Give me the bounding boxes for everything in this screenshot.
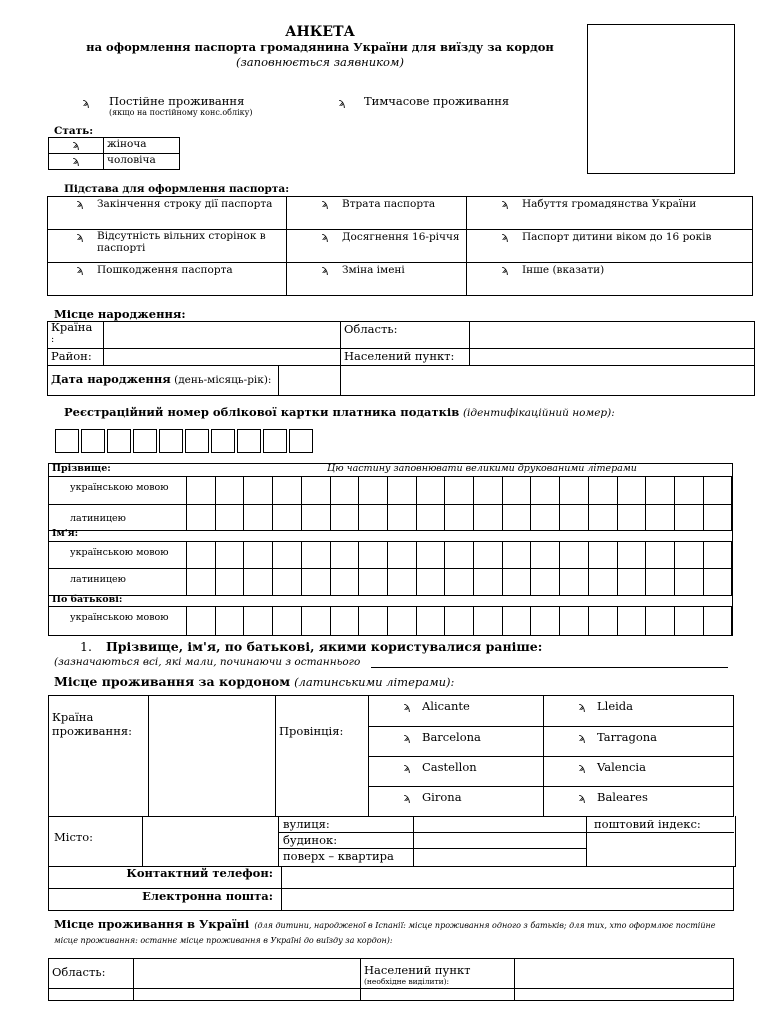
contact-table xyxy=(48,866,734,911)
basis-checkbox[interactable]: ϡ xyxy=(76,230,84,243)
letter-cell[interactable] xyxy=(618,607,646,635)
letter-cell[interactable] xyxy=(388,505,416,530)
letter-cell[interactable] xyxy=(331,542,359,569)
province-option[interactable]: ϡ Baleares xyxy=(544,786,734,816)
letter-cell[interactable] xyxy=(216,570,244,595)
province-option[interactable]: ϡ Lleida xyxy=(544,696,734,726)
letter-cell[interactable] xyxy=(646,505,674,530)
letter-cell[interactable] xyxy=(704,607,732,635)
photo-box xyxy=(587,24,735,174)
form-subtitle: на оформлення паспорта громадянина України для виїзду за кордон xyxy=(86,40,554,54)
province-cell xyxy=(369,696,734,817)
previous-names-note: (зазначаються всі, які мали, починаючи з останнього xyxy=(54,656,361,668)
letter-cell[interactable] xyxy=(474,542,502,569)
letter-cell[interactable] xyxy=(560,570,588,595)
letter-cell[interactable] xyxy=(445,570,473,595)
basis-checkbox[interactable]: ϡ xyxy=(321,230,329,243)
basis-option[interactable]: ϡ Втрата паспорта xyxy=(287,197,467,230)
tax-id-label: Реєстраційний номер облікової картки платника податків (ідентифікаційний номер): xyxy=(64,405,615,419)
previous-names-number: 1. xyxy=(80,639,92,654)
letter-cell[interactable] xyxy=(531,570,559,595)
letter-cell[interactable] xyxy=(187,607,215,635)
letter-cell[interactable] xyxy=(302,477,330,504)
letter-cell[interactable] xyxy=(417,477,445,504)
letter-cell[interactable] xyxy=(331,505,359,530)
birth-country-label: Країна : xyxy=(48,322,104,349)
province-checkbox[interactable]: ϡ xyxy=(578,760,586,774)
letter-cell[interactable] xyxy=(273,570,301,595)
sex-male-checkbox[interactable]: ϡ xyxy=(72,154,80,167)
province-option[interactable]: ϡ Barcelona xyxy=(369,726,544,756)
basis-checkbox[interactable]: ϡ xyxy=(321,197,329,210)
basis-checkbox[interactable]: ϡ xyxy=(501,230,509,243)
province-option[interactable]: ϡ Castellon xyxy=(369,756,544,786)
form-note: (заповнюється заявником) xyxy=(236,55,404,69)
letter-cell[interactable] xyxy=(560,607,588,635)
letter-cell[interactable] xyxy=(187,505,215,530)
tax-id-cell[interactable] xyxy=(263,429,287,453)
letter-cell[interactable] xyxy=(216,542,244,569)
abroad-province-label: Провінція: xyxy=(276,696,369,817)
letter-cell[interactable] xyxy=(359,542,387,569)
letter-cell[interactable] xyxy=(216,607,244,635)
letter-cell[interactable] xyxy=(704,477,732,504)
surname-lat-label: латиницею xyxy=(70,513,126,524)
temporary-residence-checkbox[interactable]: ϡ xyxy=(338,96,346,109)
floor-label: поверх – квартира xyxy=(283,849,394,863)
province-option[interactable]: ϡ Alicante xyxy=(369,696,544,726)
basis-label: Підстава для оформлення паспорта: xyxy=(64,183,290,195)
birth-place-label: Місце народження: xyxy=(54,307,186,321)
letter-cell[interactable] xyxy=(646,477,674,504)
city-input[interactable] xyxy=(142,818,276,864)
tax-id-cell[interactable] xyxy=(289,429,313,453)
letter-cell[interactable] xyxy=(244,505,272,530)
ukraine-region-input[interactable] xyxy=(134,959,361,989)
letter-cell[interactable] xyxy=(503,505,531,530)
ukraine-table xyxy=(48,958,734,1001)
birth-settlement-input[interactable] xyxy=(470,349,755,366)
letter-cell[interactable] xyxy=(187,477,215,504)
tax-id-cell[interactable] xyxy=(185,429,209,453)
first-name-ukr-label: українською мовою xyxy=(70,547,169,558)
letter-cell[interactable] xyxy=(359,477,387,504)
province-checkbox[interactable]: ϡ xyxy=(403,760,411,774)
tax-id-cell[interactable] xyxy=(133,429,157,453)
letter-cell[interactable] xyxy=(273,607,301,635)
letter-cell[interactable] xyxy=(618,570,646,595)
basis-checkbox[interactable]: ϡ xyxy=(76,197,84,210)
birth-settlement-label: Населений пункт: xyxy=(341,349,470,366)
letter-cell[interactable] xyxy=(589,477,617,504)
letter-cell[interactable] xyxy=(417,505,445,530)
letter-cell[interactable] xyxy=(331,607,359,635)
letter-cell[interactable] xyxy=(560,477,588,504)
basis-checkbox[interactable]: ϡ xyxy=(501,197,509,210)
basis-option[interactable]: ϡ Відсутність вільних сторінок в паспорті xyxy=(48,230,287,263)
abroad-country-label: Країна проживання: xyxy=(49,696,149,817)
email-input[interactable] xyxy=(282,888,734,910)
province-checkbox[interactable]: ϡ xyxy=(578,790,586,804)
letter-cell[interactable] xyxy=(675,570,703,595)
letter-cell[interactable] xyxy=(417,570,445,595)
letter-cell[interactable] xyxy=(445,477,473,504)
previous-names-input[interactable] xyxy=(371,667,728,668)
province-checkbox[interactable]: ϡ xyxy=(403,700,411,713)
previous-names-label: Прізвище, ім'я, по батькові, якими користувалися раніше: xyxy=(106,639,543,654)
letter-cell[interactable] xyxy=(359,505,387,530)
letter-cell[interactable] xyxy=(704,542,732,569)
letter-cell[interactable] xyxy=(244,477,272,504)
abroad-city-label: Місто: xyxy=(54,830,94,844)
letter-cell[interactable] xyxy=(388,607,416,635)
province-checkbox[interactable]: ϡ xyxy=(403,790,411,804)
sex-table xyxy=(48,137,180,170)
letter-cell[interactable] xyxy=(417,542,445,569)
letter-cell[interactable] xyxy=(273,505,301,530)
province-checkbox[interactable]: ϡ xyxy=(578,730,586,744)
province-option[interactable]: ϡ Tarragona xyxy=(544,726,734,756)
permanent-residence-label: Постійне проживання xyxy=(109,94,245,108)
letter-cell[interactable] xyxy=(187,542,215,569)
abroad-country-input[interactable] xyxy=(149,696,276,817)
letter-cell[interactable] xyxy=(388,477,416,504)
letter-cell[interactable] xyxy=(560,505,588,530)
letter-cell[interactable] xyxy=(675,505,703,530)
letter-cell[interactable] xyxy=(302,505,330,530)
letter-cell[interactable] xyxy=(331,477,359,504)
birth-date-input[interactable] xyxy=(341,366,755,396)
letter-cell[interactable] xyxy=(244,542,272,569)
permanent-residence-note: (якщо на постійному конс.обліку) xyxy=(109,108,253,117)
phone-label: Контактний телефон: xyxy=(49,866,282,888)
basis-option[interactable]: ϡ Досягнення 16-річчя xyxy=(287,230,467,263)
form-title: АНКЕТА xyxy=(285,24,355,40)
birth-region-label: Область: xyxy=(341,322,470,349)
letter-cell[interactable] xyxy=(503,570,531,595)
ukraine-address-label: Місце проживання в Україні (для дитини, народженої в Іспанії: місце проживання одного з батьків; для тих, хто оформлює постійне місце проживання: останнє місце проживання в Україні до виїзду за кордон): xyxy=(54,917,716,945)
birth-table xyxy=(47,321,755,396)
letter-cell[interactable] xyxy=(531,607,559,635)
first-name-lat-label: латиницею xyxy=(70,574,126,585)
tax-id-cell[interactable] xyxy=(237,429,261,453)
email-label: Електронна пошта: xyxy=(49,888,282,910)
letter-cell[interactable] xyxy=(589,570,617,595)
letter-cell[interactable] xyxy=(589,505,617,530)
letter-cell[interactable] xyxy=(187,570,215,595)
sex-female-checkbox[interactable]: ϡ xyxy=(72,138,80,151)
letter-cell[interactable] xyxy=(704,505,732,530)
province-checkbox[interactable]: ϡ xyxy=(403,730,411,744)
province-checkbox[interactable]: ϡ xyxy=(578,700,586,713)
letter-cell[interactable] xyxy=(445,607,473,635)
letter-cell[interactable] xyxy=(531,505,559,530)
letter-cell[interactable] xyxy=(273,477,301,504)
letter-cell[interactable] xyxy=(244,570,272,595)
basis-option[interactable]: ϡ Закінчення строку дії паспорта xyxy=(48,197,287,230)
birth-country-input[interactable] xyxy=(104,322,341,349)
letter-cell[interactable] xyxy=(704,570,732,595)
basis-checkbox[interactable]: ϡ xyxy=(76,263,84,276)
tax-id-cell[interactable] xyxy=(81,429,105,453)
caps-note: Цю частину заповнювати великими друкованими літерами xyxy=(327,463,637,474)
letter-cell[interactable] xyxy=(474,477,502,504)
letter-cell[interactable] xyxy=(474,570,502,595)
grid-line xyxy=(49,530,732,531)
letter-cell[interactable] xyxy=(302,570,330,595)
basis-option[interactable]: ϡ Паспорт дитини віком до 16 років xyxy=(467,230,753,263)
letter-cell[interactable] xyxy=(618,505,646,530)
letter-cell[interactable] xyxy=(503,477,531,504)
letter-cell[interactable] xyxy=(531,542,559,569)
sex-label: Стать: xyxy=(54,125,94,137)
basis-option[interactable]: ϡ Зміна імені xyxy=(287,263,467,296)
basis-table xyxy=(47,196,753,296)
letter-cell[interactable] xyxy=(675,477,703,504)
permanent-residence-checkbox[interactable]: ϡ xyxy=(82,96,90,109)
tax-id-cell[interactable] xyxy=(107,429,131,453)
letter-cell[interactable] xyxy=(503,607,531,635)
sex-female-label: жіноча xyxy=(104,138,180,154)
letter-cell[interactable] xyxy=(618,477,646,504)
patronymic-label: По батькові: xyxy=(52,594,123,605)
tax-id-cell[interactable] xyxy=(159,429,183,453)
basis-option[interactable]: ϡ Пошкодження паспорта xyxy=(48,263,287,296)
basis-checkbox[interactable]: ϡ xyxy=(321,263,329,276)
letter-cell[interactable] xyxy=(445,505,473,530)
letter-cell[interactable] xyxy=(417,607,445,635)
letter-cell[interactable] xyxy=(474,505,502,530)
birth-district-input[interactable] xyxy=(104,349,341,366)
abroad-label: Місце проживання за кордоном (латинськими літерами): xyxy=(54,674,455,689)
province-option[interactable]: ϡ Valencia xyxy=(544,756,734,786)
tax-id-input[interactable] xyxy=(55,429,313,453)
tax-id-cell[interactable] xyxy=(55,429,79,453)
birth-district-label: Район: xyxy=(48,349,104,366)
postal-code-label: поштовий індекс: xyxy=(594,817,701,831)
basis-checkbox[interactable]: ϡ xyxy=(501,263,509,276)
grid-line xyxy=(49,595,732,596)
sex-male-label: чоловіча xyxy=(104,154,180,170)
ukraine-region-label: Область: xyxy=(49,959,134,989)
letter-cell[interactable] xyxy=(216,477,244,504)
letter-cell[interactable] xyxy=(445,542,473,569)
letter-cell[interactable] xyxy=(675,607,703,635)
letter-cell[interactable] xyxy=(216,505,244,530)
birth-date-label: Дата народження (день-місяць-рік): xyxy=(48,366,341,396)
surname-label: Прізвище: xyxy=(52,463,111,474)
letter-cell[interactable] xyxy=(273,542,301,569)
patronymic-ukr-label: українською мовою xyxy=(70,612,169,623)
letter-cell[interactable] xyxy=(589,607,617,635)
basis-option[interactable]: ϡ Набуття громадянства України xyxy=(467,197,753,230)
province-option[interactable]: ϡ Girona xyxy=(369,786,544,816)
letter-cell[interactable] xyxy=(359,570,387,595)
province-grid xyxy=(369,696,733,816)
letter-cell[interactable] xyxy=(531,477,559,504)
letter-cell[interactable] xyxy=(474,607,502,635)
letter-cell[interactable] xyxy=(646,607,674,635)
letter-cell[interactable] xyxy=(675,542,703,569)
building-label: будинок: xyxy=(283,833,338,847)
tax-id-cell[interactable] xyxy=(211,429,235,453)
ukraine-settlement-label: Населений пункт (необхідне виділити): xyxy=(361,959,515,989)
birth-region-input[interactable] xyxy=(470,322,755,349)
letter-cell[interactable] xyxy=(646,570,674,595)
letter-cell[interactable] xyxy=(302,542,330,569)
phone-input[interactable] xyxy=(282,866,734,888)
abroad-table xyxy=(48,695,734,817)
temporary-residence-label: Тимчасове проживання xyxy=(364,94,510,108)
letter-cell[interactable] xyxy=(560,542,588,569)
surname-ukr-label: українською мовою xyxy=(70,482,169,493)
letter-cell[interactable] xyxy=(503,542,531,569)
letter-cell[interactable] xyxy=(244,607,272,635)
letter-cell[interactable] xyxy=(359,607,387,635)
basis-option[interactable]: ϡ Інше (вказати) xyxy=(467,263,753,296)
letter-cell[interactable] xyxy=(302,607,330,635)
letter-cell[interactable] xyxy=(388,570,416,595)
letter-cell[interactable] xyxy=(331,570,359,595)
first-name-label: Ім'я: xyxy=(52,528,79,539)
letter-cell[interactable] xyxy=(618,542,646,569)
letter-cell[interactable] xyxy=(589,542,617,569)
letter-cell[interactable] xyxy=(388,542,416,569)
street-label: вулиця: xyxy=(283,817,330,831)
letter-cell[interactable] xyxy=(646,542,674,569)
ukraine-settlement-input[interactable] xyxy=(515,959,734,989)
